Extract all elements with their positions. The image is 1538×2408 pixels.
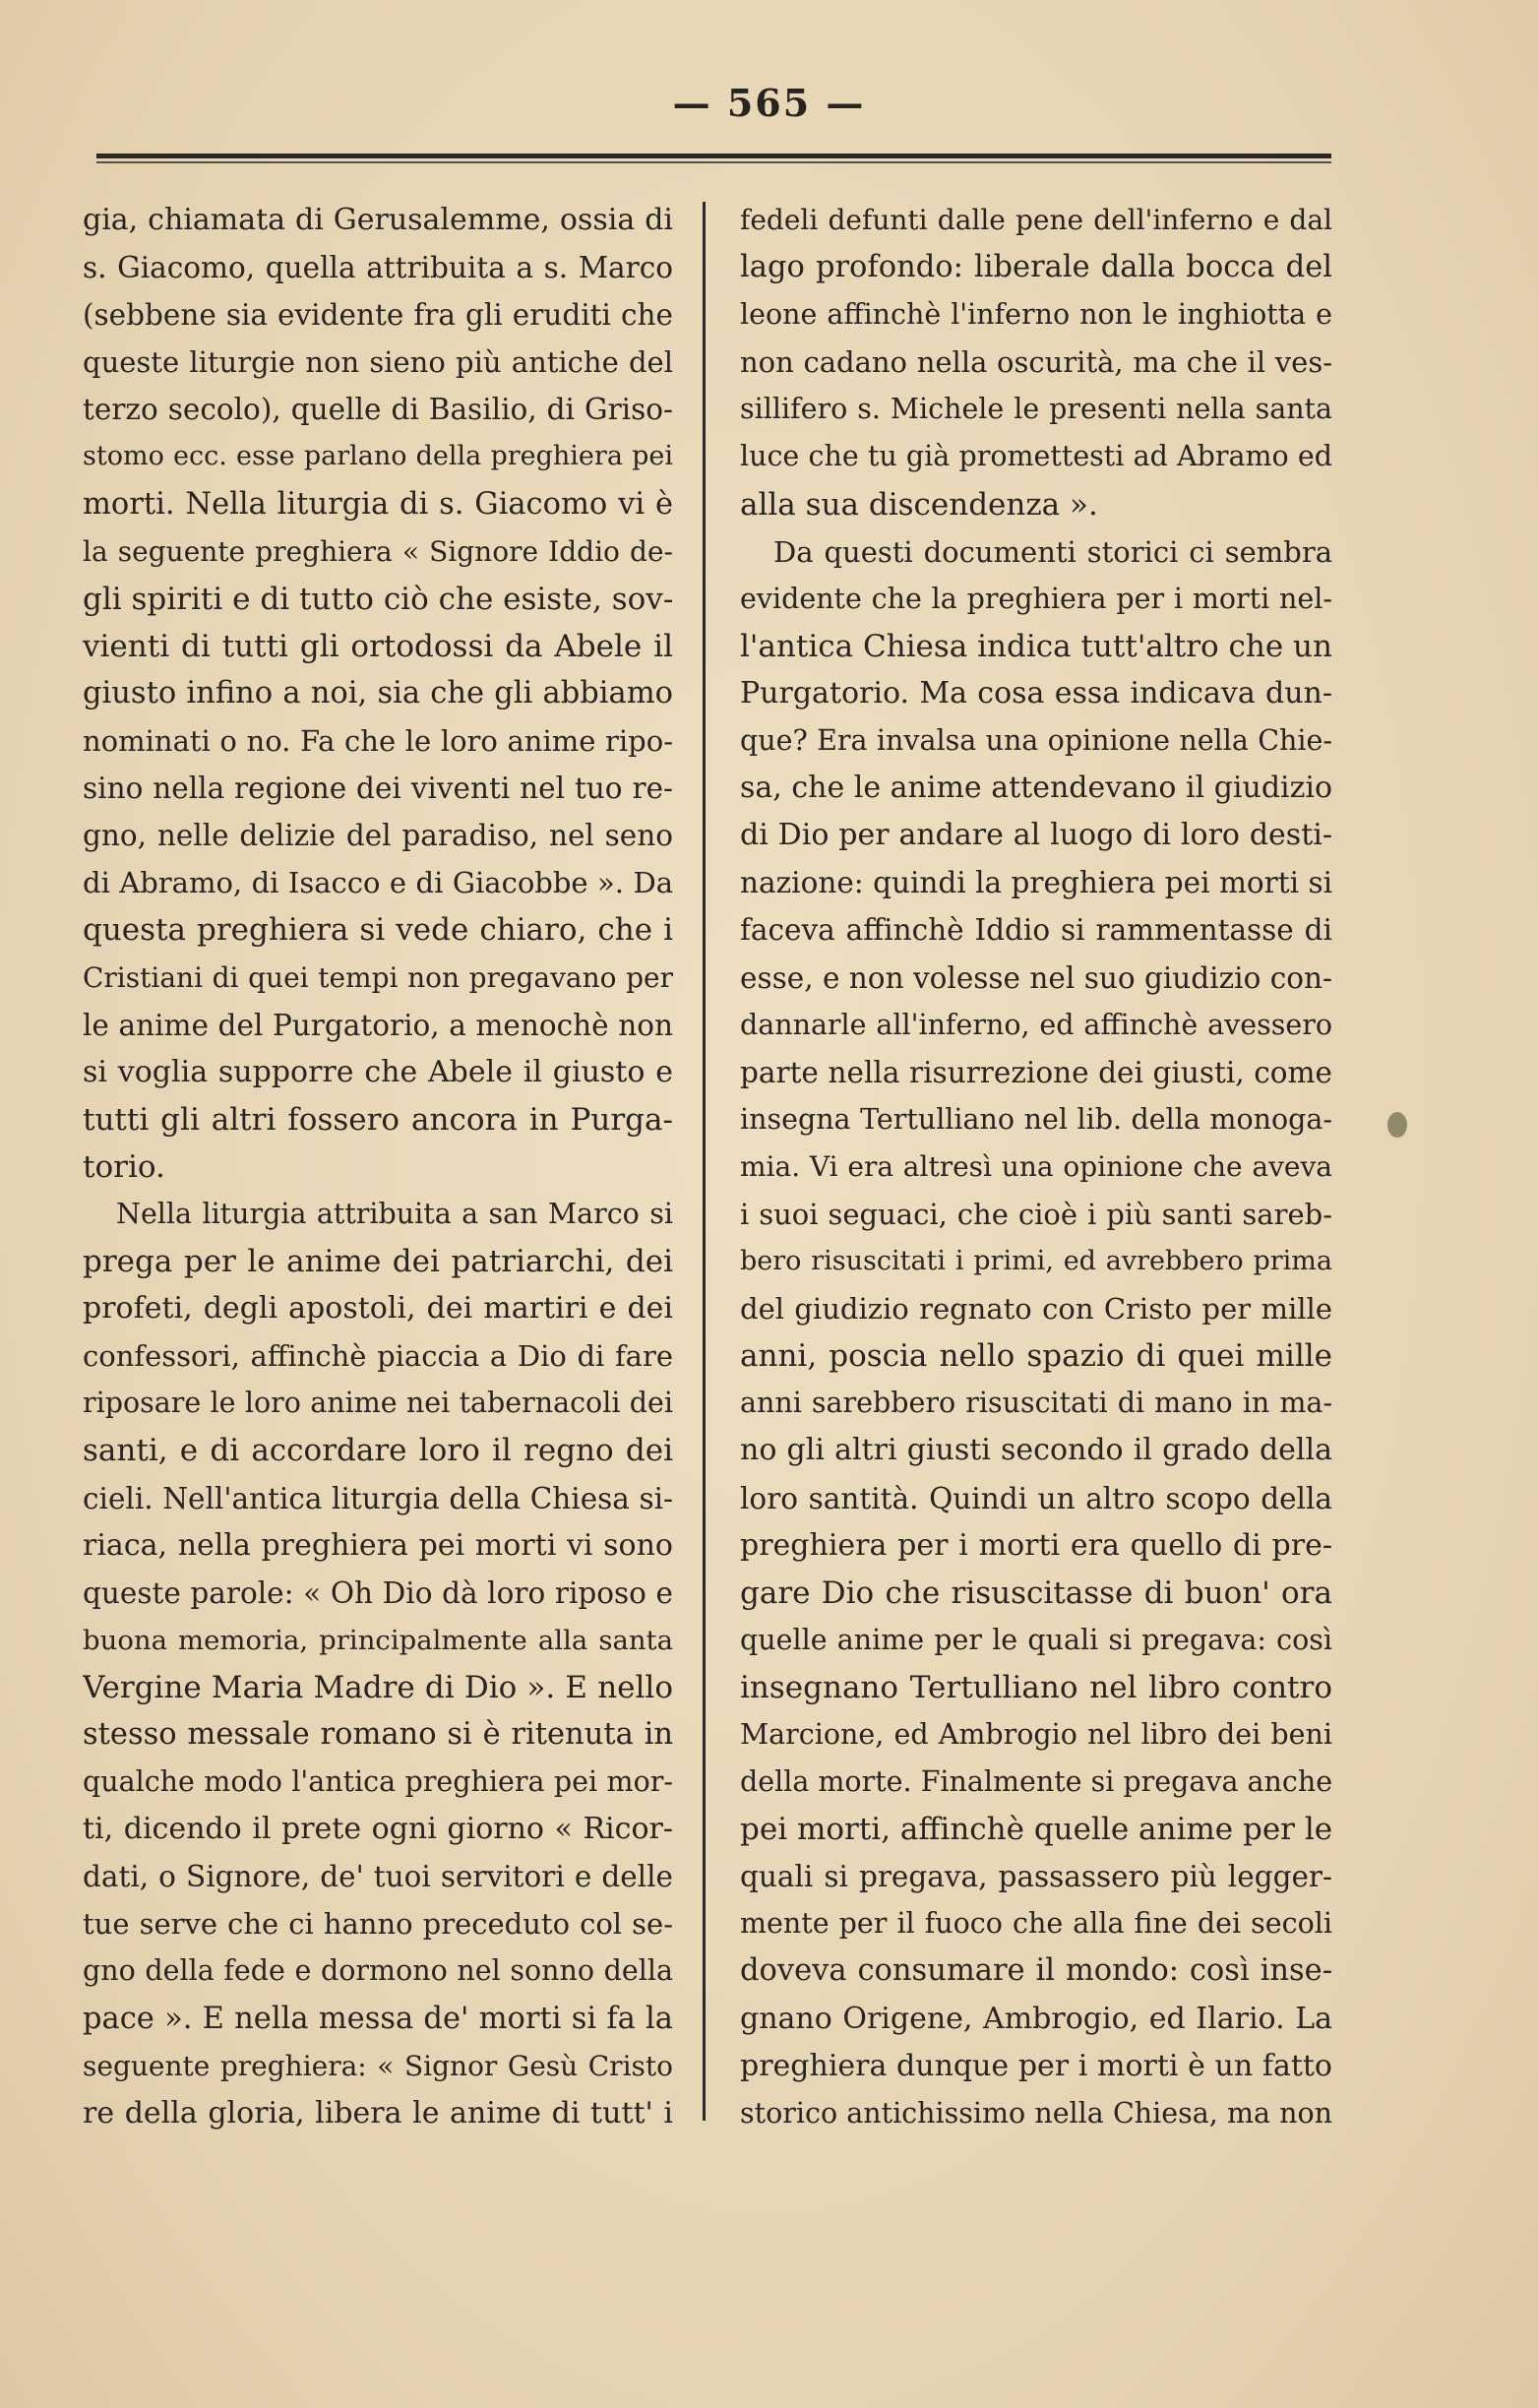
text-line: ti, dicendo il prete ogni giorno « Ricor- — [83, 1812, 673, 1847]
text-line: torio. — [83, 1148, 165, 1185]
text-line: pei morti, affinchè quelle anime per le — [740, 1812, 1332, 1848]
text-line: que? Era invalsa una opinione nella Chie- — [740, 724, 1332, 758]
text-line: queste liturgie non sieno più antiche del — [83, 345, 673, 380]
text-line: qualche modo l'antica preghiera pei mor- — [83, 1765, 673, 1799]
text-line: sillifero s. Michele le presenti nella santa — [740, 393, 1332, 426]
column-divider — [703, 202, 706, 2121]
text-line: (sebbene sia evidente fra gli eruditi che — [83, 298, 673, 333]
text-line: preghiera per i morti era quello di pre- — [740, 1527, 1332, 1563]
text-line: la seguente preghiera « Signore Iddio de- — [83, 534, 673, 568]
text-line: riposare le loro anime nei tabernacoli dei — [83, 1387, 673, 1420]
text-line: Nella liturgia attribuita a san Marco si — [116, 1197, 673, 1230]
text-line: insegna Tertulliano nel lib. della monoga- — [740, 1102, 1332, 1136]
text-line: gare Dio che risuscitasse di buon' ora — [740, 1574, 1332, 1611]
text-line: gno della fede e dormono nel sonno della — [83, 1954, 673, 1988]
text-line: riaca, nella preghiera pei morti vi sono — [83, 1527, 673, 1563]
text-line: luce che tu già promettesti ad Abramo ed — [740, 440, 1332, 473]
text-line: giusto infino a noi, sia che gli abbiamo — [83, 675, 673, 710]
text-line: queste parole: « Oh Dio dà loro riposo e — [83, 1575, 673, 1610]
text-line: profeti, degli apostoli, dei martiri e dei — [83, 1291, 673, 1327]
text-line: fedeli defunti dalle pene dell'inferno e dal — [740, 204, 1332, 236]
text-line: sino nella regione dei viventi nel tuo re- — [83, 772, 673, 806]
text-line: quelle anime per le quali si pregava: così — [740, 1623, 1332, 1656]
text-line: gli spiriti e di tutto ciò che esiste, sov- — [83, 581, 673, 617]
text-line: preghiera dunque per i morti è un fatto — [740, 2048, 1332, 2083]
text-line: cieli. Nell'antica liturgia della Chiesa si- — [83, 1481, 673, 1515]
text-line: terzo secolo), quelle di Basilio, di Griso- — [83, 393, 673, 427]
text-line: di Dio per andare al luogo di loro desti- — [740, 818, 1332, 853]
text-line: s. Giacomo, quella attribuita a s. Marco — [83, 251, 673, 285]
text-line: mia. Vi era altresì una opinione che aveva — [740, 1149, 1332, 1183]
text-line: le anime del Purgatorio, a menochè non — [83, 1008, 673, 1042]
text-line: esse, e non volesse nel suo giudizio con- — [740, 960, 1332, 995]
text-line: della morte. Finalmente si pregava anche — [740, 1765, 1332, 1799]
text-line: leone affinchè l'inferno non le inghiotta e — [740, 298, 1332, 332]
text-line: si voglia supporre che Abele il giusto e — [83, 1054, 673, 1089]
right-column — [740, 197, 1332, 2137]
text-line: stesso messale romano si è ritenuta in — [83, 1717, 673, 1752]
text-line: gnano Origene, Ambrogio, ed Ilario. La — [740, 2001, 1332, 2036]
text-line: stomo ecc. esse parlano della preghiera pei — [83, 441, 673, 472]
left-column — [83, 197, 673, 2137]
text-line: del giudizio regnato con Cristo per mille — [740, 1292, 1332, 1327]
text-line: vienti di tutti gli ortodossi da Abele il — [83, 628, 673, 664]
text-line: prega per le anime dei patriarchi, dei — [83, 1244, 673, 1280]
header-rule — [96, 154, 1331, 163]
text-line: parte nella risurrezione dei giusti, come — [740, 1055, 1332, 1089]
text-line: loro santità. Quindi un altro scopo della — [740, 1481, 1332, 1515]
text-line: bero risuscitati i primi, ed avrebbero prima — [740, 1246, 1332, 1277]
text-line: non cadano nella oscurità, ma che il ves- — [740, 345, 1332, 380]
text-line: pace ». E nella messa de' morti si fa la — [83, 2001, 673, 2036]
text-line: lago profondo: liberale dalla bocca del — [740, 250, 1332, 285]
text-line: faceva affinchè Iddio si rammentasse di — [740, 913, 1332, 948]
text-line: no gli altri giusti secondo il grado della — [740, 1433, 1332, 1468]
text-line: insegnano Tertulliano nel libro contro — [740, 1669, 1332, 1705]
text-line: tutti gli altri fossero ancora in Purga- — [83, 1101, 673, 1138]
text-line: tue serve che ci hanno preceduto col se- — [83, 1907, 673, 1942]
text-line: morti. Nella liturgia di s. Giacomo vi è — [83, 486, 673, 522]
page-number: — 565 — — [672, 81, 866, 125]
text-line: confessori, affinchè piaccia a Dio di fare — [83, 1339, 673, 1374]
text-line: buona memoria, principalmente alla santa — [83, 1624, 673, 1656]
text-line: Purgatorio. Ma cosa essa indicava dun- — [740, 675, 1332, 710]
text-line: Cristiani di quei tempi non pregavano per — [83, 960, 673, 994]
text-line: nazione: quindi la preghiera pei morti si — [740, 866, 1332, 900]
text-line: santi, e di accordare loro il regno dei — [83, 1433, 673, 1469]
text-line: doveva consumare il mondo: così inse- — [740, 1953, 1332, 1989]
text-line: i suoi seguaci, che cioè i più santi sareb- — [740, 1197, 1332, 1231]
text-line: anni, poscia nello spazio di quei mille — [740, 1338, 1332, 1375]
text-line: Da questi documenti storici ci sembra — [773, 534, 1332, 569]
text-line: re della gloria, libera le anime di tutt' i — [83, 2095, 673, 2130]
text-line: Marcione, ed Ambrogio nel libro dei beni — [740, 1718, 1332, 1751]
text-line: dati, o Signore, de' tuoi servitori e delle — [83, 1860, 673, 1894]
text-line: questa preghiera si vede chiaro, che i — [83, 912, 673, 949]
text-line: storico antichissimo nella Chiesa, ma non — [740, 2096, 1332, 2130]
text-line: anni sarebbero risuscitati di mano in ma- — [740, 1387, 1332, 1420]
text-line: alla sua discendenza ». — [740, 486, 1098, 523]
text-line: sa, che le anime attendevano il giudizio — [740, 771, 1332, 806]
text-line: evidente che la preghiera per i morti nel- — [740, 582, 1332, 615]
text-line: di Abramo, di Isacco e di Giacobbe ». Da — [83, 866, 673, 900]
text-line: quali si pregava, passassero più legger- — [740, 1860, 1332, 1894]
text-line: dannarle all'inferno, ed affinchè avessero — [740, 1008, 1332, 1041]
text-line: mente per il fuoco che alla fine dei secoli — [740, 1907, 1332, 1941]
text-line: nominati o no. Fa che le loro anime ripo- — [83, 724, 673, 759]
text-line: l'antica Chiesa indica tutt'altro che un — [740, 628, 1332, 664]
text-line: seguente preghiera: « Signor Gesù Cristo — [83, 2049, 673, 2082]
text-line: Vergine Maria Madre di Dio ». E nello — [83, 1669, 673, 1705]
text-line: gno, nelle delizie del paradiso, nel seno — [83, 819, 673, 853]
text-line: gia, chiamata di Gerusalemme, ossia di — [83, 203, 673, 237]
ink-stain — [1387, 1112, 1407, 1138]
